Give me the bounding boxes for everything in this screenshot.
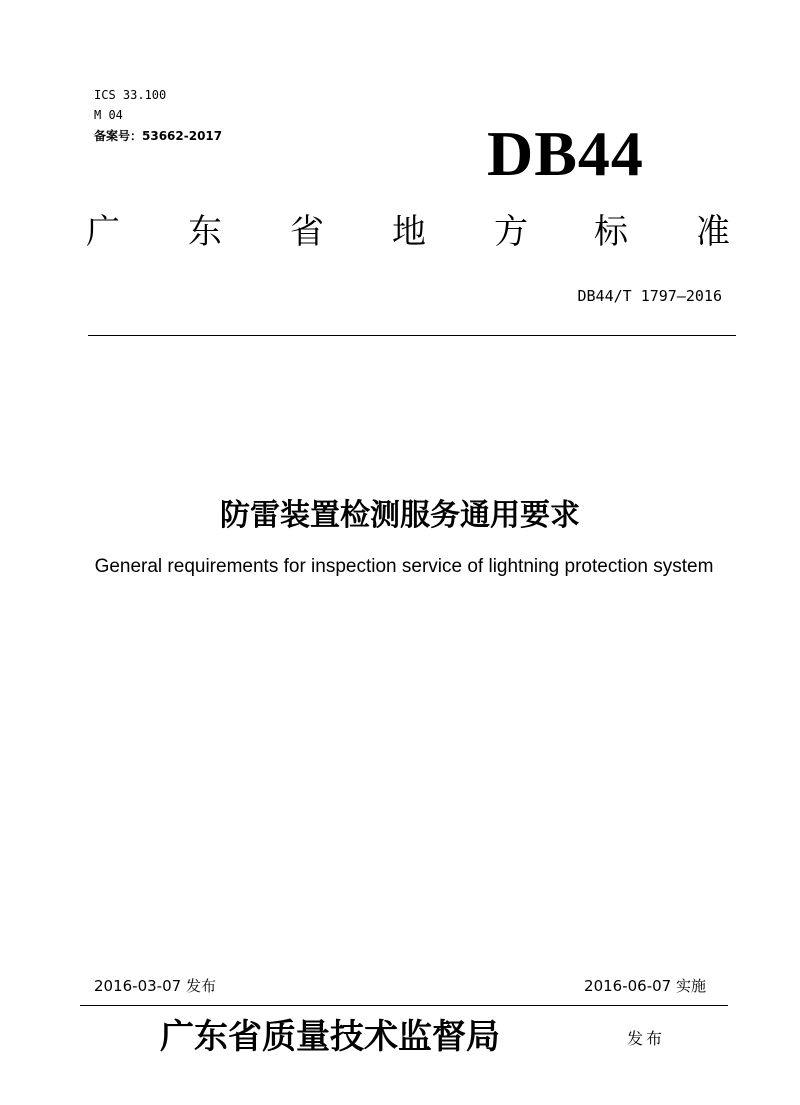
standard-type-char: 广 bbox=[86, 212, 120, 252]
issuer-suffix: 发布 bbox=[627, 1029, 666, 1048]
record-number: 备案号：53662-2017 bbox=[94, 129, 223, 143]
top-divider bbox=[88, 335, 736, 336]
standard-type-heading bbox=[0, 210, 800, 254]
standard-type-char: 标 bbox=[594, 212, 628, 252]
implementation-date: 2016-06-07 实施 bbox=[584, 977, 706, 995]
standard-code-logo: DB44 bbox=[487, 118, 644, 189]
document-title-chinese: 防雷装置检测服务通用要求 bbox=[220, 498, 580, 533]
issuing-authority: 广东省质量技术监督局 bbox=[160, 1017, 500, 1057]
standard-type-char: 省 bbox=[290, 212, 324, 252]
standard-type-char: 准 bbox=[696, 212, 730, 252]
classification-code: M 04 bbox=[94, 108, 123, 122]
bottom-divider bbox=[80, 1005, 728, 1006]
issue-date: 2016-03-07 发布 bbox=[94, 977, 216, 995]
standard-type-char: 东 bbox=[188, 212, 222, 252]
document-title-english: General requirements for inspection service of lightning protection system bbox=[94, 556, 714, 577]
standard-number: DB44/T 1797—2016 bbox=[577, 287, 722, 305]
ics-code: ICS 33.100 bbox=[94, 88, 167, 102]
standard-type-char: 方 bbox=[494, 212, 528, 252]
standard-type-char: 地 bbox=[392, 212, 426, 252]
